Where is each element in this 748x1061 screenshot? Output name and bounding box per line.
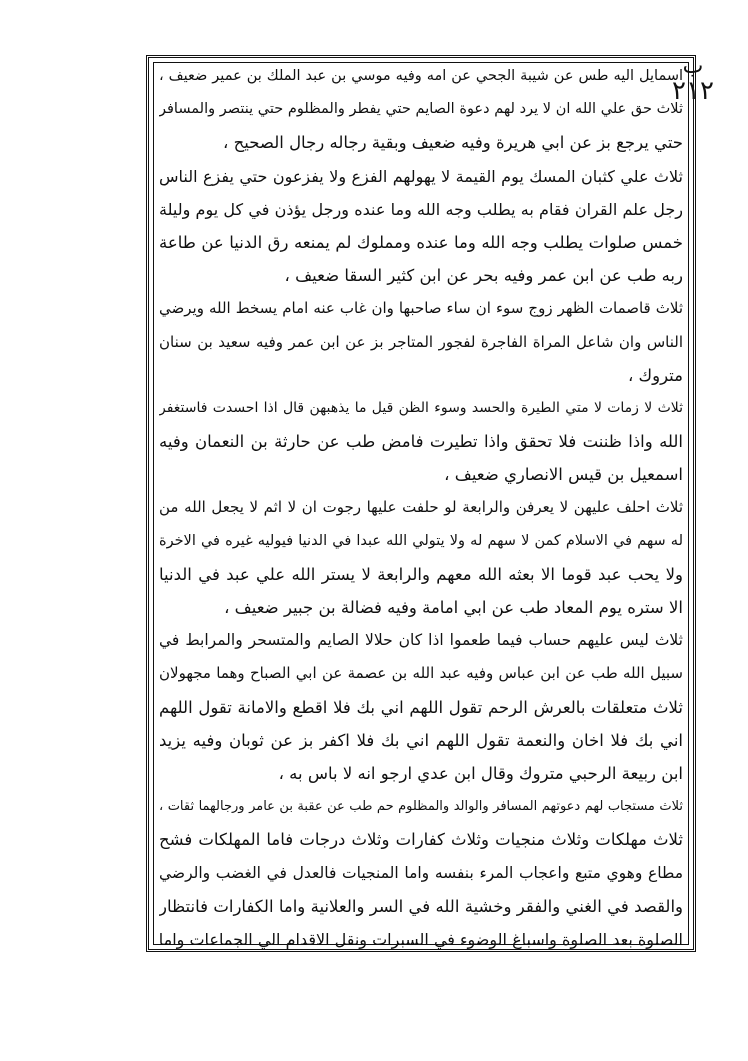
manuscript-line: سبيل الله طب عن ابن عباس وفيه عبد الله بن عصمة عن ابي الصباح وهما مجهولان (159, 664, 683, 683)
manuscript-line: ابن ربيعة الرحبي متروك وقال ابن عدي ارجو انه لا باس به ، (278, 763, 683, 783)
manuscript-line: اسمايل اليه طس عن شيبة الجحي عن امه وفيه موسي بن عبد الملك بن عمير ضعيف ، (159, 68, 683, 84)
manuscript-line: ثلاث لا زمات لا متي الطيرة والحسد وسوء الظن قيل ما يذهبهن قال اذا احسدت فاستغفر (159, 399, 683, 416)
manuscript-line: الصلوة بعد الصلوة واسباغ الوضوء في السبرات ونقل الاقدام الي الجماعات واما (159, 929, 683, 949)
manuscript-line: والقصد في الغني والفقر وخشية الله في السر والعلانية واما الكفارات فانتظار (159, 896, 683, 916)
manuscript-line: رجل علم القران فقام به يطلب وجه الله وما عنده ورجل يؤذن في كل يوم وليلة (159, 199, 683, 219)
manuscript-line: له سهم في الاسلام كمن لا سهم له ولا يتولي الله عبدا في الدنيا فيوليه غيره في الاخرة (159, 532, 683, 549)
manuscript-line: ثلاث ليس عليهم حساب فيما طعموا اذا كان حلالا الصايم والمتسحر والمرابط في (159, 631, 683, 650)
manuscript-line: متروك ، (627, 365, 683, 385)
manuscript-line: اني بك فلا اخان والنعمة تقول اللهم اني بك فلا اكفر بز عن ثوبان وفيه يزيد (159, 730, 683, 750)
manuscript-line: ثلاث احلف عليهن لا يعرفن والرابعة لو حلفت عليها رجوت ان لا اثم لا يجعل الله من (159, 498, 683, 517)
manuscript-line: الله واذا ظننت فلا تحقق واذا تطيرت فامض طب عن حارثة بن النعمان وفيه (159, 432, 683, 452)
manuscript-line: حتي يرجع بز عن ابي هريرة وفيه ضعيف وبقية رجاله رجال الصحيح ، (223, 133, 683, 153)
folio-mark: ب (682, 54, 704, 79)
manuscript-line: ثلاث متعلقات بالعرش الرحم تقول اللهم اني بك فلا اقطع والامانة تقول اللهم (159, 697, 683, 717)
manuscript-text (159, 60, 683, 956)
manuscript-line: خمس صلوات يطلب وجه الله وما عنده ومملوك لم يمنعه رق الدنيا عن طاعة (159, 232, 683, 252)
manuscript-line: الا ستره يوم المعاد طب عن ابي امامة وفيه فضالة بن جبير ضعيف ، (224, 598, 683, 617)
folio-page-number: ٢١٢ (672, 76, 714, 106)
manuscript-line: ربه طب عن ابن عمر وفيه بحر عن ابن كثير السقا ضعيف ، (284, 266, 683, 286)
manuscript-line: ثلاث قاصمات الظهر زوج سوء ان ساء صاحبها وان غاب عنه امام يسخط الله ويرضي (159, 299, 683, 318)
manuscript-line: مطاع وهوي متبع واعجاب المرء بنفسه واما المنجيات فالعدل في الغضب والرضي (159, 863, 683, 882)
manuscript-line: ثلاث علي كثبان المسك يوم القيمة لا يهولهم الفزع ولا يفزعون حتي يفزع الناس (159, 166, 683, 186)
manuscript-line: الناس وان شاعل المراة الفاجرة لفجور المتاجر بز عن ابن عمر وفيه سعيد بن سنان (159, 332, 683, 351)
manuscript-line: اسمعيل بن قيس الانصاري ضعيف ، (444, 465, 683, 485)
manuscript-frame (146, 55, 696, 952)
manuscript-line: ولا يحب عبد قوما الا بعثه الله معهم والرابعة لا يستر الله علي عبد في الدنيا (159, 564, 683, 584)
manuscript-line: ثلاث مستجاب لهم دعوتهم المسافر والوالد والمظلوم حم طب عن عقبة بن عامر ورجالهما ثقات ، (159, 799, 683, 815)
manuscript-line: ثلاث مهلكات وثلاث منجيات وثلاث كفارات وثلاث درجات فاما المهلكات فشح (159, 830, 683, 850)
manuscript-line: ثلاث حق علي الله ان لا يرد لهم دعوة الصايم حتي يفطر والمظلوم حتي ينتصر والمسافر (159, 101, 683, 118)
